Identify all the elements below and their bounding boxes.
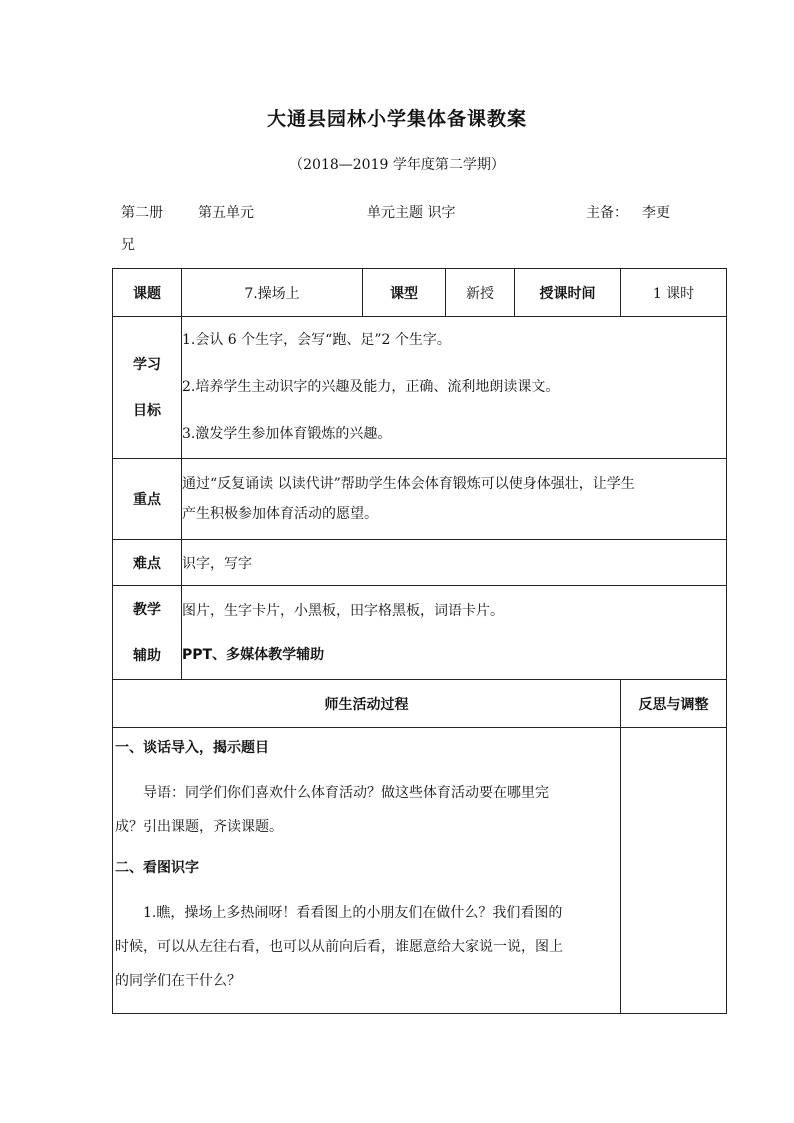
aids-cell	[182, 586, 727, 680]
reflect-header: 反思与调整	[621, 680, 727, 728]
meta-lead-name: 李更	[642, 205, 670, 221]
section-2-para-line-1: 1.瞧，操场上多热闹呀！看看图上的小朋友们在做什么？我们看图的	[143, 905, 563, 921]
goal-item-3: 3.激发学生参加体育锻炼的兴趣。	[182, 426, 392, 442]
difficulty-value: 识字，写字	[182, 540, 727, 586]
type-label: 课型	[363, 269, 446, 317]
key-line-1: 通过“反复诵读 以读代讲”帮助学生体会体育锻炼可以使身体强壮，让学生	[182, 476, 635, 492]
section-2-para-line-3: 的同学们在干什么？	[115, 973, 241, 989]
aids-line-1: 图片，生字卡片，小黑板，田字格黑板，词语卡片。	[182, 602, 504, 619]
page-subtitle: （2018—2019 学年度第二学期）	[289, 157, 505, 173]
goal-item-1: 1.会认 6 个生字，会写“跑、足”2 个生字。	[182, 332, 451, 348]
process-header: 师生活动过程	[113, 680, 621, 728]
goals-cell	[182, 317, 727, 459]
aids-label-2: 辅助	[133, 647, 161, 664]
meta-unit: 第五单元	[198, 205, 254, 221]
section-2-title: 二、看图识字	[115, 860, 199, 876]
row-goals	[113, 317, 727, 459]
goals-label-1: 学习	[133, 356, 161, 373]
type-value: 新授	[446, 269, 515, 317]
page-title: 大通县园林小学集体备课教案	[266, 108, 527, 130]
row-key	[113, 459, 727, 540]
meta-lead-label: 主备：	[586, 205, 628, 221]
meta-lead-name-cont: 兄	[121, 237, 135, 253]
difficulty-label: 难点	[113, 540, 182, 586]
section-1-para-line-2: 成？引出课题，齐读课题。	[115, 819, 283, 835]
key-line-2: 产生积极参加体育活动的愿望。	[182, 506, 378, 522]
section-1-para-line-1: 导语：同学们你们喜欢什么体育活动？做这些体育活动要在哪里完	[143, 785, 549, 801]
goals-label-cell	[113, 317, 182, 459]
goals-label-2: 目标	[133, 402, 161, 419]
meta-theme: 单元主题 识字	[367, 205, 456, 221]
row-process-header	[113, 680, 727, 728]
row-process	[113, 728, 727, 1014]
time-label: 授课时间	[515, 269, 621, 317]
topic-value: 7.操场上	[182, 269, 363, 317]
process-cell	[113, 728, 621, 1014]
key-cell	[182, 459, 727, 540]
row-difficulty	[113, 540, 727, 586]
reflect-cell	[621, 728, 727, 1014]
section-2-para-line-2: 时候，可以从左往右看，也可以从前向后看，谁愿意给大家说一说，图上	[115, 939, 563, 955]
goal-item-2: 2.培养学生主动识字的兴趣及能力，正确、流利地朗读课文。	[182, 379, 560, 395]
row-aids	[113, 586, 727, 680]
topic-label: 课题	[113, 269, 182, 317]
aids-label-cell	[113, 586, 182, 680]
section-1-title: 一、谈话导入，揭示题目	[115, 740, 269, 756]
time-value: 1 课时	[621, 269, 727, 317]
row-topic	[113, 269, 727, 317]
key-label: 重点	[113, 459, 182, 540]
aids-line-2: PPT、多媒体教学辅助	[182, 646, 325, 663]
meta-book: 第二册	[121, 205, 163, 221]
lesson-plan-table	[112, 268, 727, 1014]
aids-label-1: 教学	[133, 601, 161, 618]
